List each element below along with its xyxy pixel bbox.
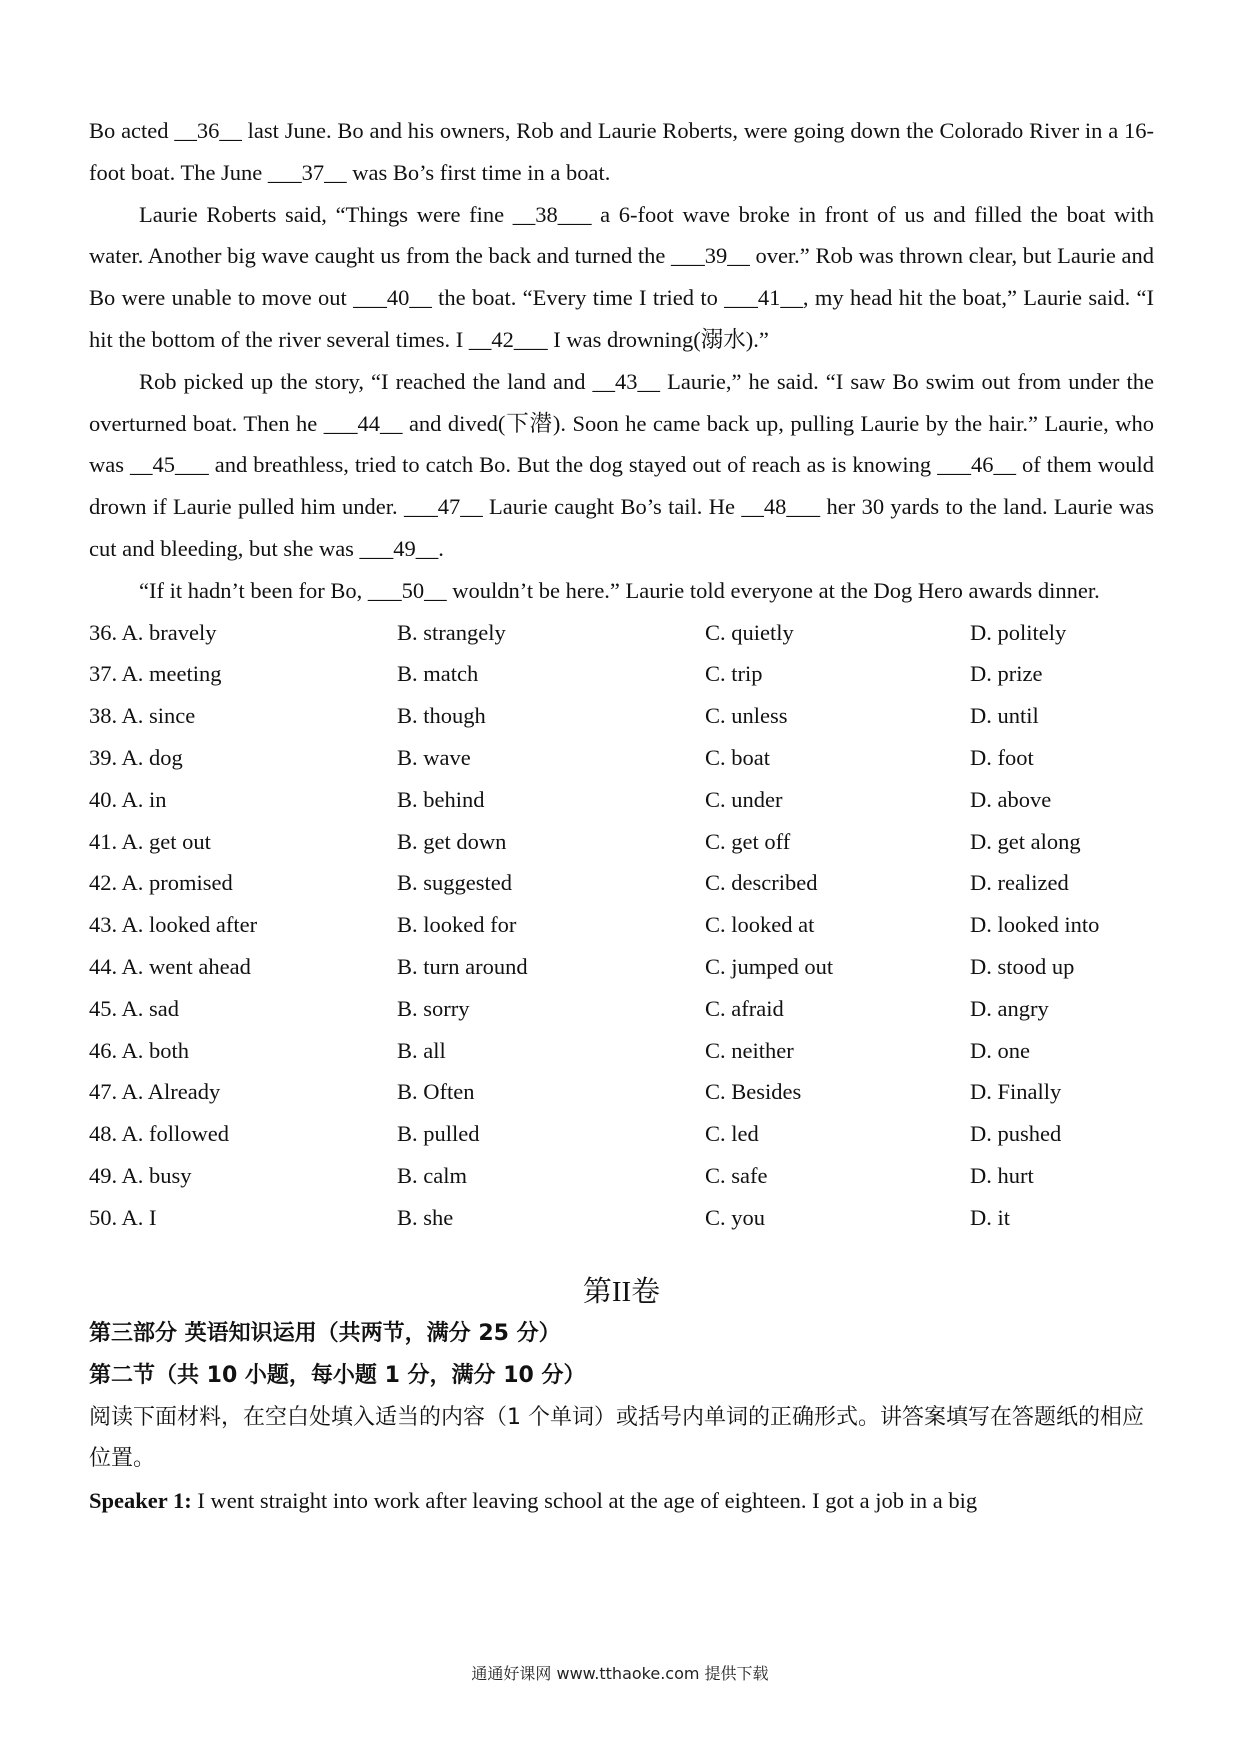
option-b: B. sorry — [397, 995, 470, 1021]
option-b: B. get down — [397, 828, 507, 854]
option-d: D. angry — [970, 995, 1049, 1021]
option-b: B. she — [397, 1204, 454, 1230]
option-b: B. calm — [397, 1162, 467, 1188]
volume-title: 第II卷 — [582, 1275, 661, 1308]
option-c: C. trip — [705, 661, 763, 687]
option-b: B. pulled — [397, 1121, 480, 1147]
option-a: 37. A. meeting — [89, 661, 222, 687]
option-a: 50. A. I — [89, 1204, 157, 1230]
option-b: B. wave — [397, 744, 471, 770]
option-b: B. though — [397, 703, 486, 729]
option-a: 46. A. both — [89, 1037, 190, 1063]
exam-page — [89, 110, 1154, 1522]
question-row — [89, 612, 1154, 654]
option-d: D. looked into — [970, 912, 1100, 938]
option-a: 48. A. followed — [89, 1121, 229, 1147]
option-b: B. looked for — [397, 912, 517, 938]
option-d: D. above — [970, 786, 1052, 812]
option-b: B. suggested — [397, 870, 512, 896]
question-row — [89, 988, 1154, 1030]
option-a: 43. A. looked after — [89, 912, 258, 938]
option-d: D. foot — [970, 744, 1034, 770]
option-a: 41. A. get out — [89, 828, 211, 854]
option-c: C. afraid — [705, 995, 784, 1021]
option-b: B. match — [397, 661, 479, 687]
option-c: C. under — [705, 786, 783, 812]
option-c: C. boat — [705, 744, 770, 770]
question-row — [89, 1113, 1154, 1155]
part-title: 第三部分 英语知识运用（共两节，满分 25 分） — [89, 1320, 561, 1346]
option-c: C. quietly — [705, 619, 794, 645]
option-a: 49. A. busy — [89, 1162, 192, 1188]
question-row — [89, 779, 1154, 821]
option-a: 40. A. in — [89, 786, 167, 812]
question-row — [89, 904, 1154, 946]
option-b: B. Often — [397, 1079, 475, 1105]
option-d: D. it — [970, 1204, 1011, 1230]
option-c: C. described — [705, 870, 818, 896]
option-c: C. led — [705, 1121, 759, 1147]
question-row — [89, 1030, 1154, 1072]
option-b: B. all — [397, 1037, 446, 1063]
option-c: C. Besides — [705, 1079, 802, 1105]
page-footer: 通通好课网 www.tthaoke.com 提供下载 — [471, 1664, 769, 1683]
speaker-label: Speaker 1: — [89, 1488, 192, 1514]
subsection-title: 第二节（共 10 小题，每小题 1 分，满分 10 分） — [89, 1362, 586, 1388]
speaker-line — [89, 1480, 1154, 1522]
option-a: 45. A. sad — [89, 995, 179, 1021]
option-c: C. jumped out — [705, 953, 834, 979]
option-b: B. behind — [397, 786, 485, 812]
option-d: D. prize — [970, 661, 1043, 687]
option-c: C. safe — [705, 1162, 768, 1188]
option-d: D. one — [970, 1037, 1030, 1063]
option-d: D. get along — [970, 828, 1081, 854]
option-c: C. looked at — [705, 912, 815, 938]
option-d: D. Finally — [970, 1079, 1062, 1105]
passage-paragraph-1: Bo acted __36__ last June. Bo and his owners, Rob and Laurie Roberts, were going down the Colorado River in a 16-foot boat. The June ___37__ was Bo’s first time in a boat. — [89, 118, 1154, 185]
option-d: D. stood up — [970, 953, 1075, 979]
option-a: 36. A. bravely — [89, 619, 217, 645]
question-row — [89, 862, 1154, 904]
question-row — [89, 695, 1154, 737]
option-a: 39. A. dog — [89, 744, 183, 770]
passage-paragraph-3: Rob picked up the story, “I reached the land and __43__ Laurie,” he said. “I saw Bo swim out from under the overturned boat. Then he ___44__ and dived(下潜). Soon he came back up, pulling Laurie by the hair.” Laurie, who was __45___ and breathless, tried to catch Bo. But the dog stayed out of reach as is knowing ___46__ of them would drown if Laurie pulled him under. ___47__ Laurie caught Bo’s tail. He __48___ her 30 yards to the land. Laurie was cut and bleeding, but she was ___49__. — [89, 368, 1154, 561]
question-row — [89, 1071, 1154, 1113]
passage-paragraph-4: “If it hadn’t been for Bo, ___50__ wouldn’t be here.” Laurie told everyone at the Dog Hero awards dinner. — [139, 577, 1100, 603]
speaker-text: I went straight into work after leaving school at the age of eighteen. I got a job in a big — [191, 1488, 978, 1514]
option-d: D. pushed — [970, 1121, 1062, 1147]
option-c: C. neither — [705, 1037, 794, 1063]
instructions-text: 阅读下面材料，在空白处填入适当的内容（1 个单词）或括号内单词的正确形式。讲答案填写在答题纸的相应位置。 — [89, 1404, 1144, 1472]
question-row — [89, 737, 1154, 779]
option-a: 42. A. promised — [89, 870, 233, 896]
option-d: D. politely — [970, 619, 1067, 645]
option-d: D. hurt — [970, 1162, 1034, 1188]
question-row — [89, 821, 1154, 863]
question-row — [89, 653, 1154, 695]
option-a: 44. A. went ahead — [89, 953, 251, 979]
passage-paragraph-2: Laurie Roberts said, “Things were fine __38___ a 6-foot wave broke in front of us and filled the boat with water. Another big wave caught us from the back and turned the ___39__ over.” Rob was thrown clear, but Laurie and Bo were unable to move out ___40__ the boat. “Every time I tried to ___41__, my head hit the boat,” Laurie said. “I hit the bottom of the river several times. I __42___ I was drowning(溺水).” — [89, 201, 1154, 352]
option-a: 47. A. Already — [89, 1079, 221, 1105]
question-row — [89, 1155, 1154, 1197]
option-b: B. turn around — [397, 953, 528, 979]
question-options-list — [89, 612, 1154, 1239]
option-c: C. get off — [705, 828, 791, 854]
question-row — [89, 946, 1154, 988]
option-a: 38. A. since — [89, 703, 196, 729]
option-d: D. realized — [970, 870, 1069, 896]
question-row — [89, 1197, 1154, 1239]
option-b: B. strangely — [397, 619, 506, 645]
option-d: D. until — [970, 703, 1039, 729]
option-c: C. you — [705, 1204, 766, 1230]
option-c: C. unless — [705, 703, 788, 729]
